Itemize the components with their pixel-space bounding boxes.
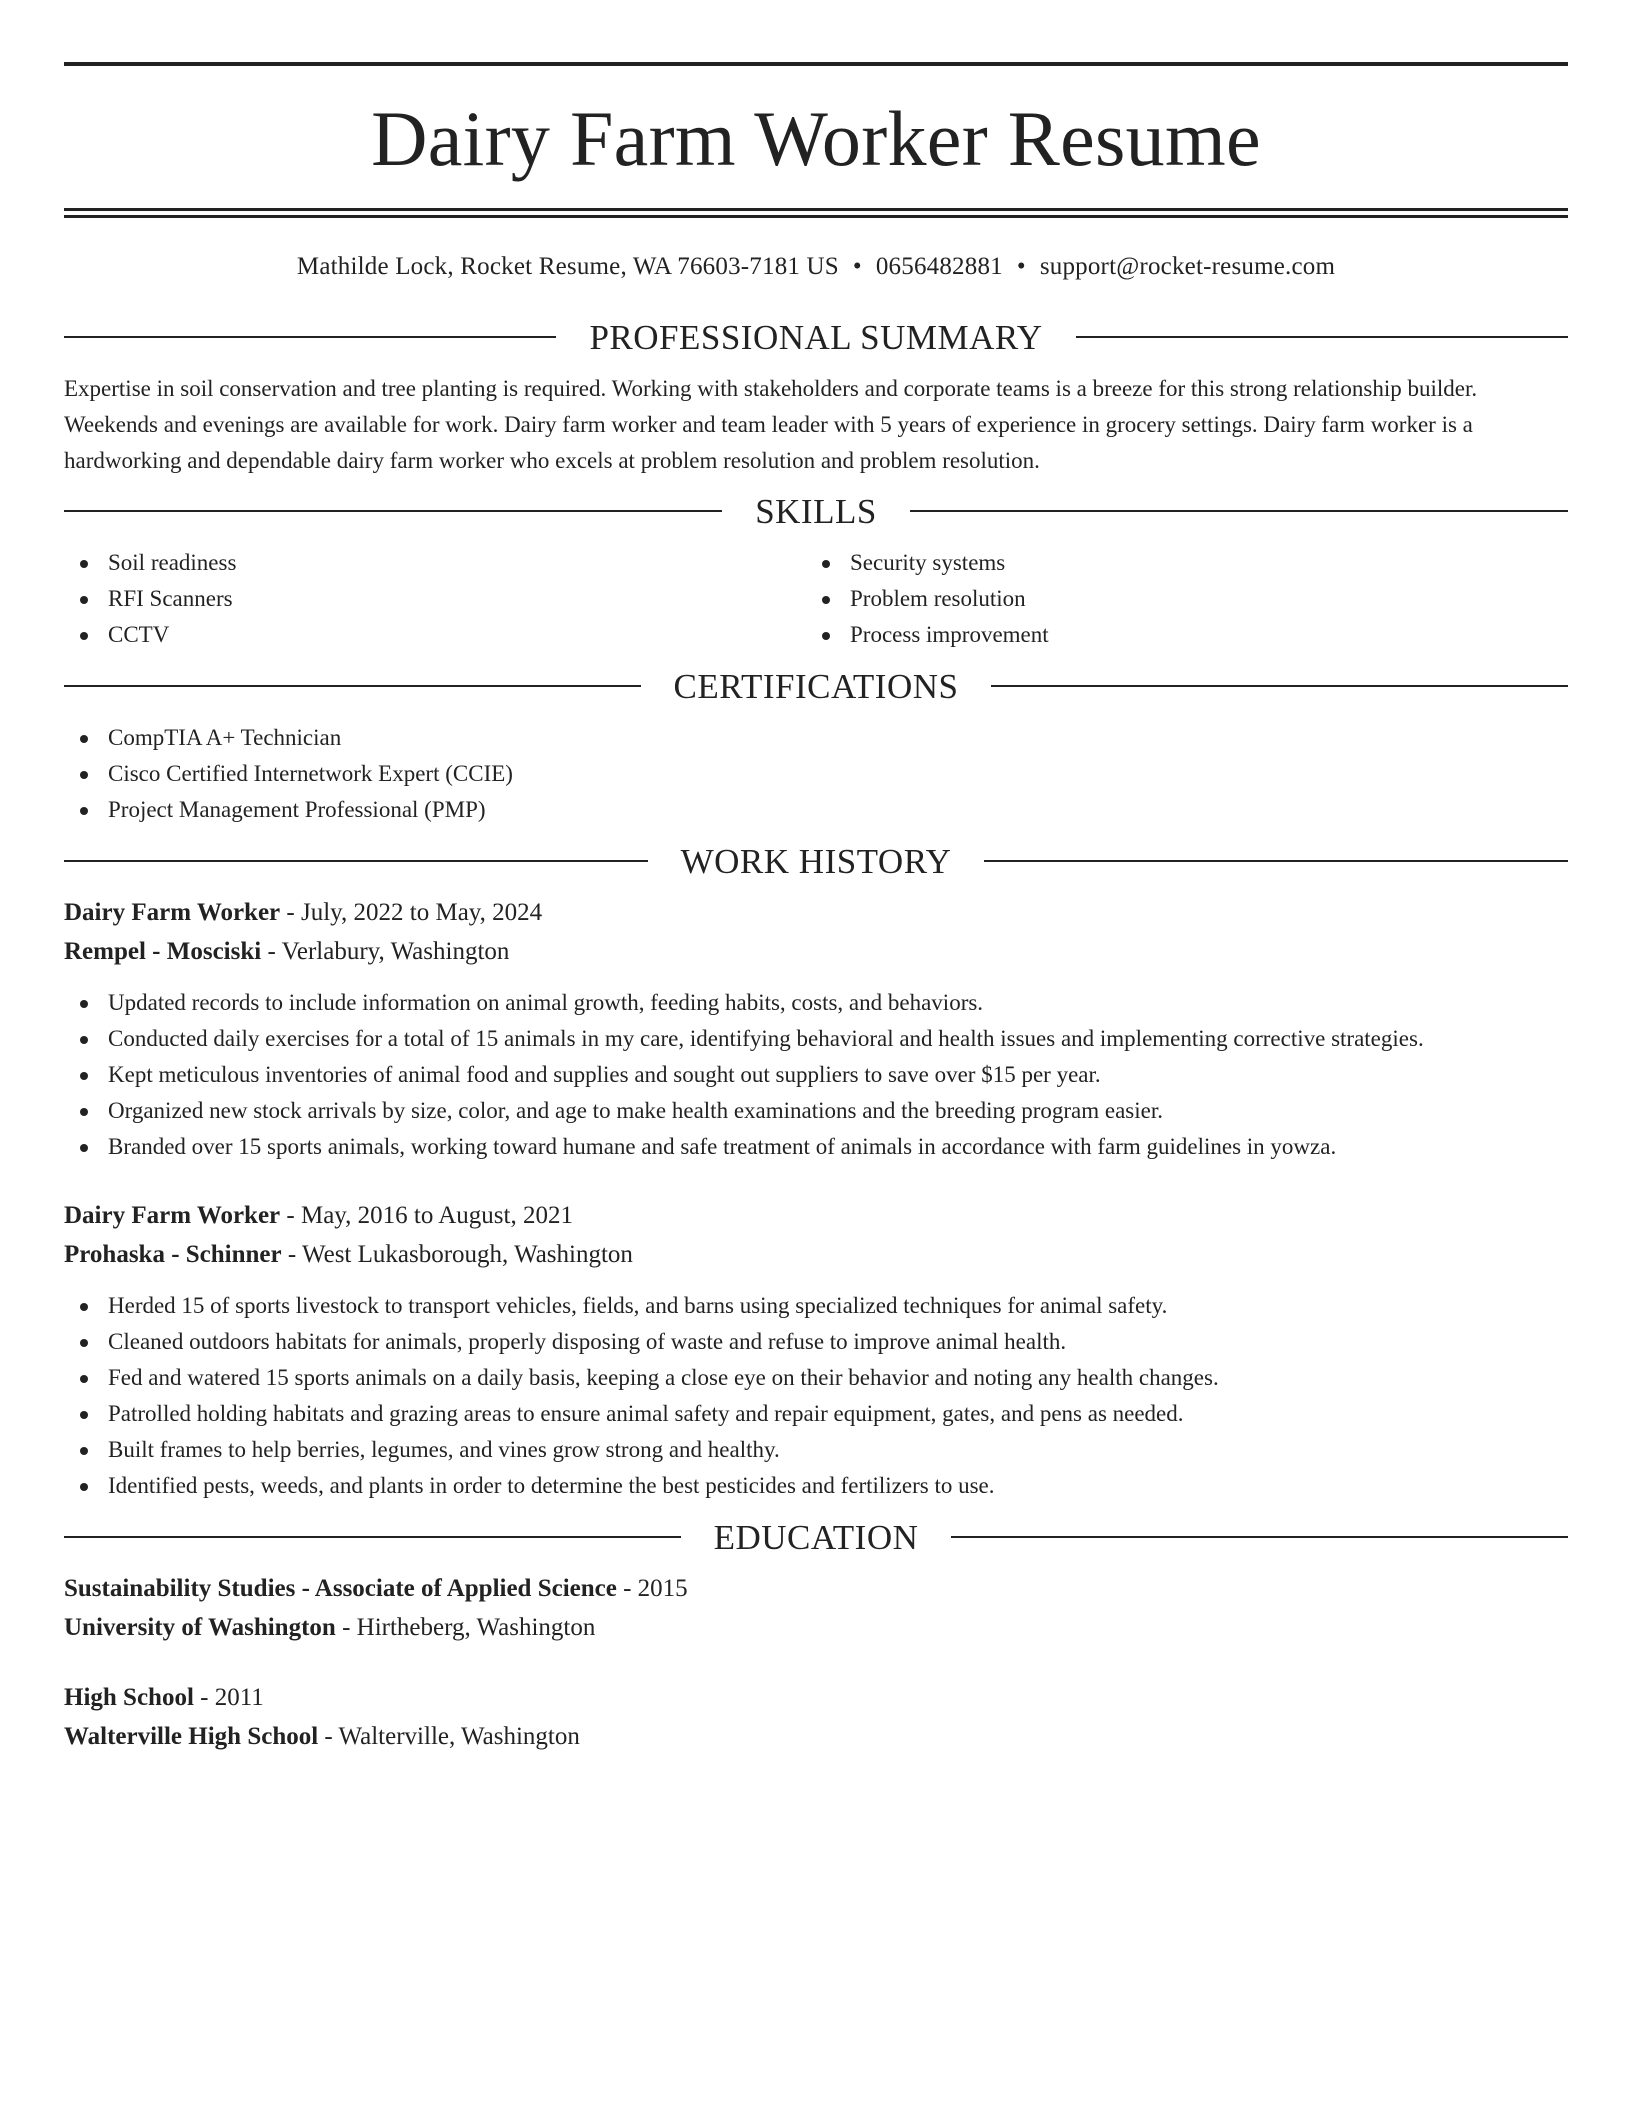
skill-item: Security systems — [806, 545, 1548, 581]
education-entry — [64, 1569, 1568, 1647]
job-entry — [64, 1196, 1568, 1504]
job-bullet: Kept meticulous inventories of animal food and supplies and sought out suppliers to save over $15 per year. — [64, 1057, 1568, 1093]
heading-rule — [991, 685, 1568, 687]
job-entry — [64, 893, 1568, 1165]
education-degree-line — [64, 1678, 1568, 1717]
heading-rule — [64, 336, 556, 338]
skills-column-left — [64, 545, 806, 653]
heading-rule — [910, 510, 1568, 512]
job-bullet: Updated records to include information on animal growth, feeding habits, costs, and behaviors. — [64, 985, 1568, 1021]
heading-label: CERTIFICATIONS — [673, 666, 959, 706]
job-bullet: Built frames to help berries, legumes, and vines grow strong and healthy. — [64, 1432, 1568, 1468]
job-location: - West Lukasborough, Washington — [287, 1241, 633, 1268]
heading-label: EDUCATION — [713, 1517, 919, 1557]
contact-phone: 0656482881 — [875, 253, 1003, 280]
job-title: Dairy Farm Worker — [64, 899, 281, 926]
job-location: - Verlabury, Washington — [267, 938, 510, 965]
job-dates: - May, 2016 to August, 2021 — [286, 1202, 573, 1229]
job-company: Prohaska - Schinner — [64, 1241, 282, 1268]
job-company-line — [64, 932, 1568, 971]
certifications-list — [64, 720, 1568, 828]
job-title-line — [64, 893, 1568, 932]
education-degree: Sustainability Studies - Associate of Applied Science — [64, 1575, 617, 1602]
heading-rule — [984, 860, 1568, 862]
skills-list-left — [64, 545, 806, 653]
heading-rule — [64, 510, 722, 512]
education-degree-line — [64, 1569, 1568, 1608]
section-heading-certifications — [64, 666, 1568, 706]
heading-rule — [951, 1536, 1568, 1538]
contact-line — [64, 254, 1568, 279]
job-bullet: Herded 15 of sports livestock to transport vehicles, fields, and barns using specialized techniques for animal safety. — [64, 1288, 1568, 1324]
skill-item: Soil readiness — [64, 545, 806, 581]
job-company: Rempel - Mosciski — [64, 938, 262, 965]
education-year: - 2011 — [200, 1684, 264, 1711]
heading-label: SKILLS — [755, 491, 877, 531]
job-bullet: Cleaned outdoors habitats for animals, properly disposing of waste and refuse to improve animal health. — [64, 1324, 1568, 1360]
education-year: - 2015 — [623, 1575, 688, 1602]
certification-item: Project Management Professional (PMP) — [64, 792, 1568, 828]
job-bullet: Identified pests, weeds, and plants in order to determine the best pesticides and fertilizers to use. — [64, 1468, 1568, 1504]
job-bullet: Fed and watered 15 sports animals on a daily basis, keeping a close eye on their behavior and noting any health changes. — [64, 1360, 1568, 1396]
job-company-line — [64, 1235, 1568, 1274]
job-title: Dairy Farm Worker — [64, 1202, 281, 1229]
job-bullet: Patrolled holding habitats and grazing areas to ensure animal safety and repair equipment, gates, and pens as needed. — [64, 1396, 1568, 1432]
job-bullets — [64, 985, 1568, 1165]
skill-item: RFI Scanners — [64, 581, 806, 617]
heading-rule — [1076, 336, 1568, 338]
section-heading-work-history — [64, 841, 1568, 881]
section-heading-skills — [64, 491, 1568, 531]
heading-rule — [64, 685, 641, 687]
section-heading-education — [64, 1517, 1568, 1557]
job-dates: - July, 2022 to May, 2024 — [286, 899, 543, 926]
skill-item: Problem resolution — [806, 581, 1548, 617]
job-bullet: Branded over 15 sports animals, working toward humane and safe treatment of animals in accordance with farm guidelines in yowza. — [64, 1129, 1568, 1165]
education-school-line — [64, 1608, 1568, 1647]
skill-item: CCTV — [64, 617, 806, 653]
title-double-rule — [64, 208, 1568, 218]
skills-column-right — [806, 545, 1548, 653]
job-bullet: Organized new stock arrivals by size, color, and age to make health examinations and the breeding program easier. — [64, 1093, 1568, 1129]
contact-separator: • — [1016, 253, 1026, 280]
education-school-line — [64, 1717, 1568, 1756]
skills-grid — [64, 545, 1568, 653]
section-heading-summary — [64, 317, 1568, 357]
summary-text: Expertise in soil conservation and tree planting is required. Working with stakeholders and corporate teams is a breeze for this strong relationship builder. Weekends and evenings are available for work. Dairy farm worker and team leader with 5 years of experience in grocery settings. Dairy farm worker is a hardworking and dependable dairy farm worker who excels at problem resolution and problem resolution. — [64, 376, 1478, 473]
heading-rule — [64, 1536, 681, 1538]
certification-item: CompTIA A+ Technician — [64, 720, 1568, 756]
contact-separator: • — [852, 253, 862, 280]
heading-rule — [64, 860, 648, 862]
heading-label: WORK HISTORY — [680, 841, 952, 881]
education-location: - Walterville, Washington — [324, 1723, 580, 1750]
education-school: Walterville High School — [64, 1723, 319, 1750]
education-school: University of Washington — [64, 1614, 336, 1641]
contact-email: support@rocket-resume.com — [1039, 253, 1336, 280]
heading-label: PROFESSIONAL SUMMARY — [589, 317, 1043, 357]
education-degree: High School — [64, 1684, 194, 1711]
job-title-line — [64, 1196, 1568, 1235]
skills-list-right — [806, 545, 1548, 653]
job-bullets — [64, 1288, 1568, 1504]
resume-page — [64, 0, 1568, 1756]
education-location: - Hirtheberg, Washington — [342, 1614, 596, 1641]
certification-item: Cisco Certified Internetwork Expert (CCIE) — [64, 756, 1568, 792]
contact-address: Mathilde Lock, Rocket Resume, WA 76603-7181 US — [296, 253, 839, 280]
education-entry — [64, 1678, 1568, 1756]
page-title: Dairy Farm Worker Resume — [371, 95, 1261, 182]
title-block — [64, 62, 1568, 218]
skill-item: Process improvement — [806, 617, 1548, 653]
job-bullet: Conducted daily exercises for a total of 15 animals in my care, identifying behavioral and health issues and implementing corrective strategies. — [64, 1021, 1568, 1057]
